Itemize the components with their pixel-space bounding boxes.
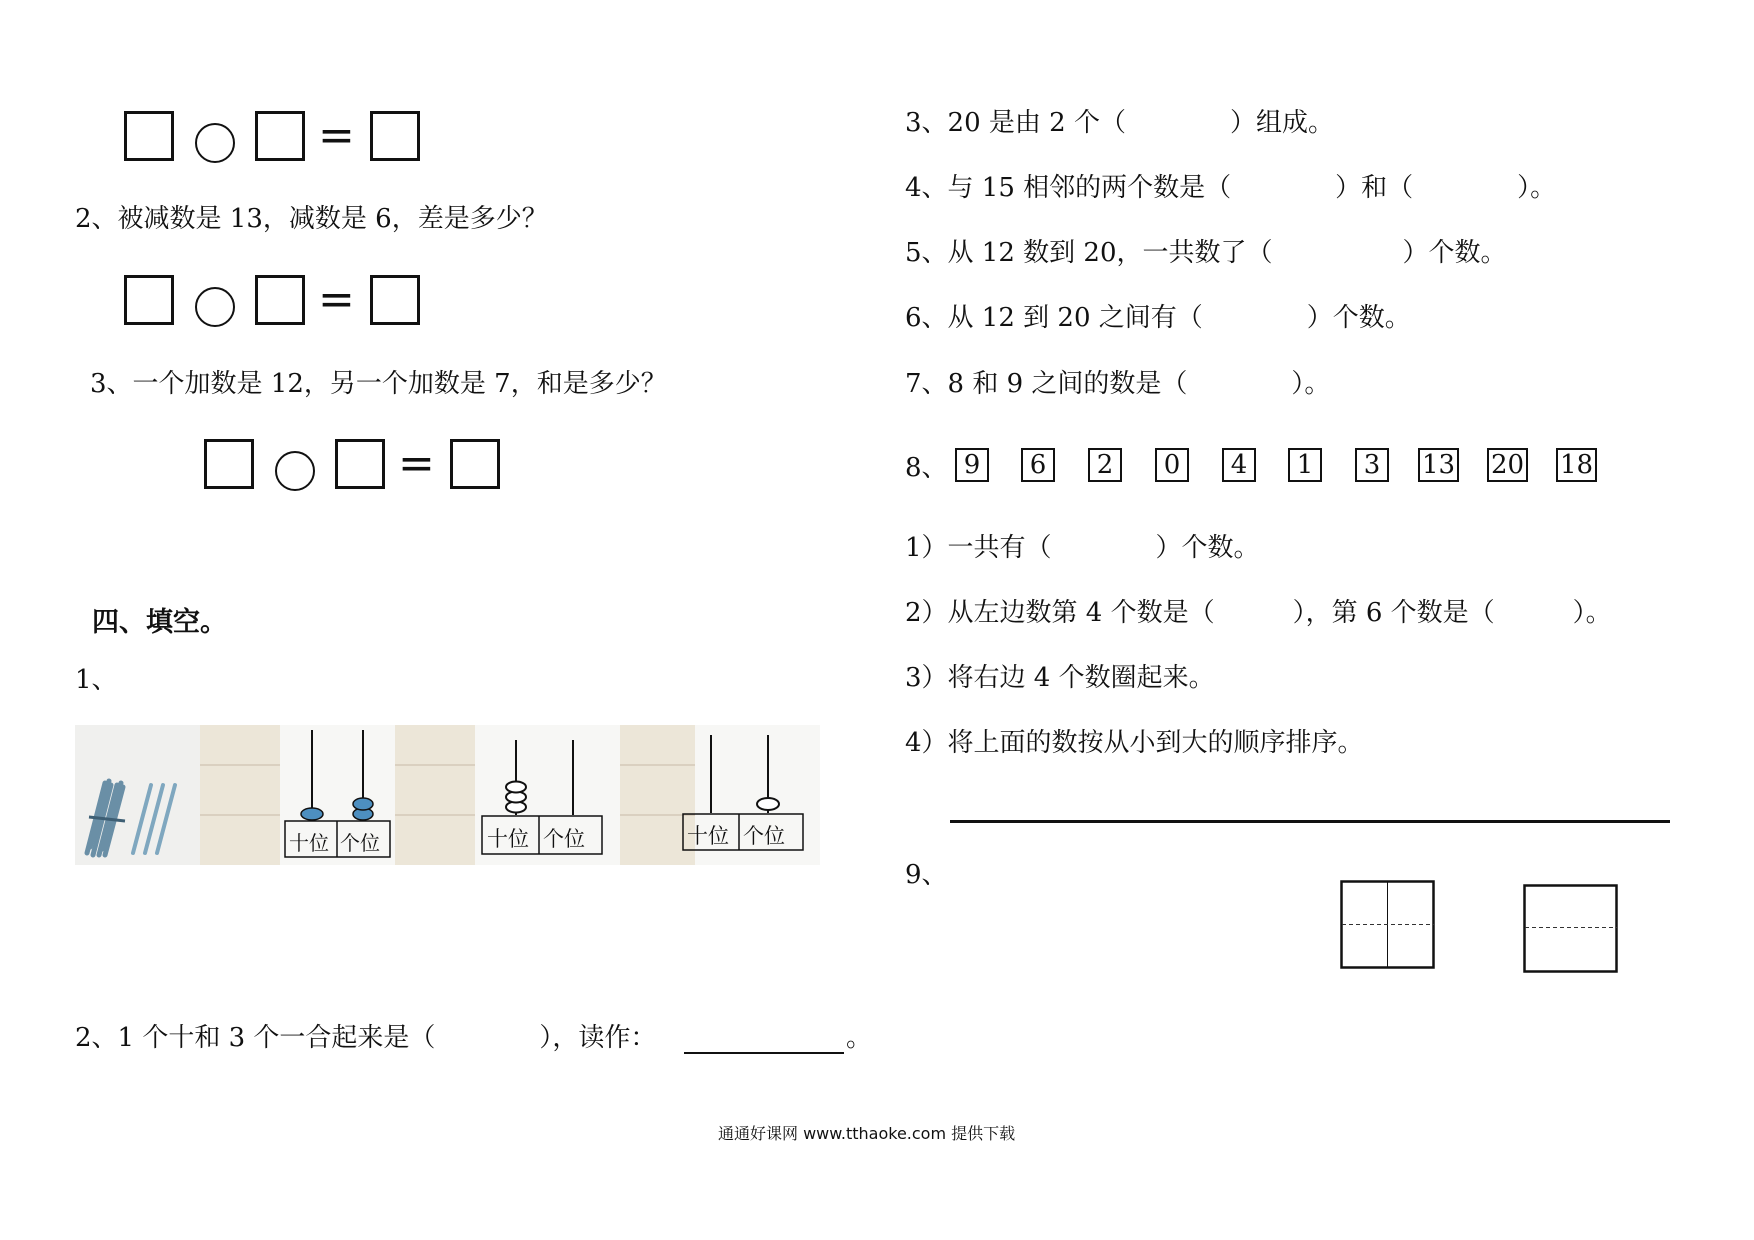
svg-text:个位: 个位 bbox=[743, 824, 785, 848]
answer-box[interactable] bbox=[255, 111, 305, 161]
svg-text:个位: 个位 bbox=[543, 827, 585, 851]
number-box[interactable]: 18 bbox=[1556, 448, 1597, 482]
number-box[interactable]: 20 bbox=[1487, 448, 1528, 482]
right-question-7: 7、8 和 9 之间的数是（ ）。 bbox=[905, 369, 1331, 399]
right-question-9-label: 9、 bbox=[905, 860, 948, 890]
answer-box[interactable] bbox=[450, 439, 500, 489]
answer-box[interactable] bbox=[370, 275, 420, 325]
svg-text:十位: 十位 bbox=[687, 824, 729, 848]
question-3: 3、一个加数是 12，另一个加数是 7，和是多少？ bbox=[90, 369, 667, 399]
answer-box[interactable] bbox=[124, 275, 174, 325]
number-box[interactable]: 3 bbox=[1355, 448, 1389, 482]
number-box[interactable]: 6 bbox=[1021, 448, 1055, 482]
right-question-5: 5、从 12 数到 20，一共数了（ ）个数。 bbox=[905, 238, 1507, 268]
right-question-6: 6、从 12 到 20 之间有（ ）个数。 bbox=[905, 303, 1411, 333]
right-question-4: 4、与 15 相邻的两个数是（ ）和（ ）。 bbox=[905, 173, 1557, 203]
number-box[interactable]: 9 bbox=[955, 448, 989, 482]
abacus-picture bbox=[75, 725, 820, 865]
q8-sub-3: 3）将右边 4 个数圈起来。 bbox=[905, 663, 1215, 693]
operator-circle[interactable] bbox=[195, 287, 235, 327]
svg-text:十位: 十位 bbox=[289, 831, 329, 855]
question-2: 2、被减数是 13，减数是 6，差是多少？ bbox=[75, 204, 548, 234]
writing-grid-cross[interactable] bbox=[1340, 880, 1436, 970]
answer-box[interactable] bbox=[335, 439, 385, 489]
number-box[interactable]: 13 bbox=[1418, 448, 1459, 482]
answer-box[interactable] bbox=[204, 439, 254, 489]
q8-sub-1: 1）一共有（ ）个数。 bbox=[905, 533, 1260, 563]
fill-question-2-end: 。 bbox=[846, 1023, 873, 1053]
right-question-3: 3、20 是由 2 个（ ）组成。 bbox=[905, 108, 1334, 138]
equals-sign: = bbox=[318, 110, 355, 161]
section-heading: 四、填空。 bbox=[92, 607, 227, 638]
number-box[interactable]: 1 bbox=[1288, 448, 1322, 482]
svg-text:十位: 十位 bbox=[487, 827, 529, 851]
svg-text:个位: 个位 bbox=[340, 831, 380, 855]
operator-circle[interactable] bbox=[195, 123, 235, 163]
q8-sub-4: 4）将上面的数按从小到大的顺序排序。 bbox=[905, 728, 1364, 758]
q8-sub-2: 2）从左边数第 4 个数是（ ），第 6 个数是（ ）。 bbox=[905, 598, 1612, 628]
writing-grid-line[interactable] bbox=[1523, 884, 1619, 974]
right-question-8-label: 8、 bbox=[905, 453, 948, 483]
answer-box[interactable] bbox=[124, 111, 174, 161]
operator-circle[interactable] bbox=[275, 451, 315, 491]
fill-question-2: 2、1 个十和 3 个一合起来是（ ），读作： bbox=[75, 1023, 657, 1053]
reading-answer-line[interactable] bbox=[684, 1050, 844, 1054]
equals-sign: = bbox=[398, 438, 435, 489]
number-box[interactable]: 2 bbox=[1088, 448, 1122, 482]
footer-credit: 通通好课网 www.tthaoke.com 提供下载 bbox=[718, 1124, 1016, 1143]
number-box[interactable]: 0 bbox=[1155, 448, 1189, 482]
fill-question-1-label: 1、 bbox=[75, 665, 118, 695]
answer-box[interactable] bbox=[370, 111, 420, 161]
equals-sign: = bbox=[318, 274, 355, 325]
sorting-answer-line[interactable] bbox=[950, 820, 1670, 823]
number-box[interactable]: 4 bbox=[1222, 448, 1256, 482]
answer-box[interactable] bbox=[255, 275, 305, 325]
